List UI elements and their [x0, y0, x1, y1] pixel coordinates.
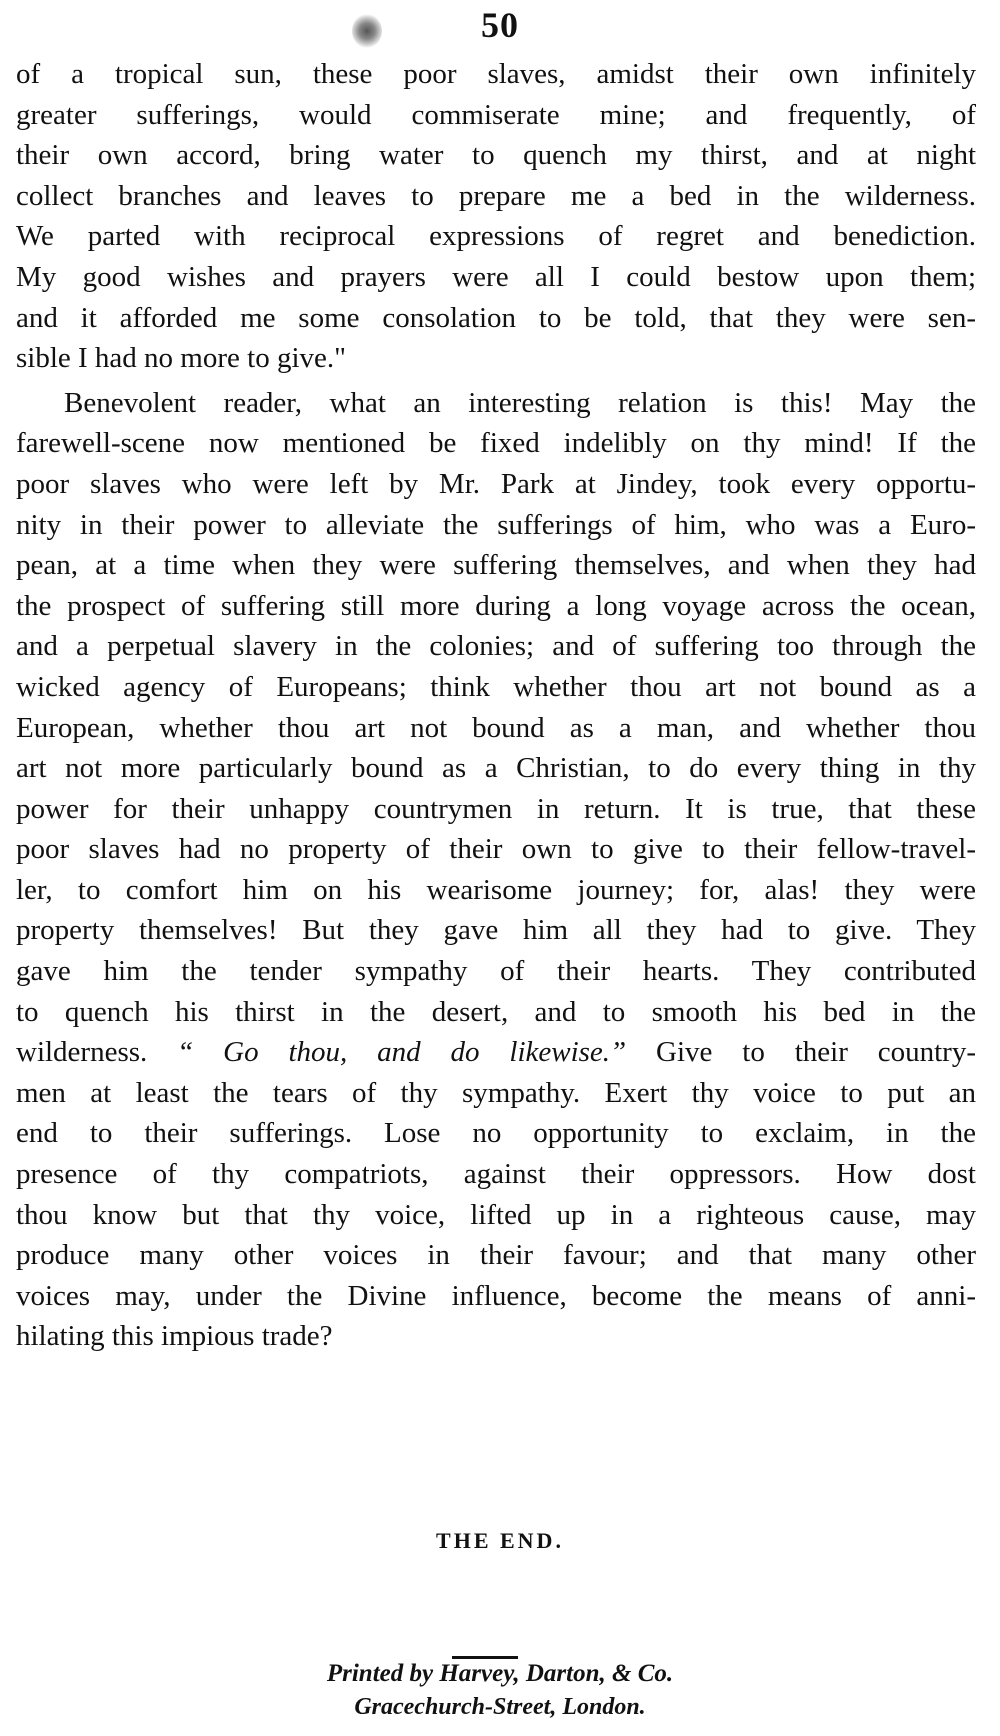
italic-quote: “ Go thou, and do likewise.”: [177, 1036, 627, 1069]
paragraph-exhortation: [16, 383, 976, 1357]
text-line: pean, at a time when they were suffering themselves, and when they had: [16, 549, 976, 582]
text-line: greater sufferings, would commiserate mine; and frequently, of: [16, 98, 976, 131]
text-line: poor slaves who were left by Mr. Park at Jindey, took every opportu-: [16, 467, 976, 500]
text-line: We parted with reciprocal expressions of regret and benediction.: [16, 220, 976, 253]
text-line: the prospect of suffering still more during a long voyage across the ocean,: [16, 589, 976, 622]
text-line: and a perpetual slavery in the colonies; and of suffering too through the: [16, 630, 976, 663]
text-line: hilating this impious trade?: [16, 1320, 333, 1353]
text-line: wicked agency of Europeans; think whether thou art not bound as a: [16, 670, 976, 703]
text-line: voices may, under the Divine influence, become the means of anni-: [16, 1279, 976, 1312]
text-line: of a tropical sun, these poor slaves, amidst their own infinitely: [16, 58, 976, 90]
text-line: and it afforded me some consolation to be told, that they were sen-: [16, 301, 976, 334]
divider-rule: [452, 1656, 518, 1659]
text-line: presence of thy compatriots, against their oppressors. How dost: [16, 1158, 976, 1191]
paragraph-quote: [16, 54, 976, 379]
text-line: men at least the tears of thy sympathy. Exert thy voice to put an: [16, 1076, 976, 1109]
text-line: their own accord, bring water to quench my thirst, and at night: [16, 139, 976, 172]
text-line: ler, to comfort him on his wearisome journey; for, alas! they were: [16, 873, 976, 906]
page-number: 50: [481, 5, 519, 45]
text-line: art not more particularly bound as a Christian, to do every thing in thy: [16, 752, 976, 785]
text-line-with-quote: [16, 1032, 976, 1073]
text-line: Benevolent reader, what an interesting relation is this! May the: [64, 386, 976, 419]
text-line: nity in their power to alleviate the sufferings of him, who was a Euro-: [16, 508, 976, 541]
text-line: property themselves! But they gave him all they had to give. They: [16, 914, 976, 947]
text-line: gave him the tender sympathy of their hearts. They contributed: [16, 955, 976, 988]
text-segment: wilderness.: [16, 1036, 178, 1069]
text-line: end to their sufferings. Lose no opportunity to exclaim, in the: [16, 1117, 976, 1150]
text-line: European, whether thou art not bound as a man, and whether thou: [16, 711, 976, 744]
text-segment: Give to their country-: [626, 1036, 976, 1069]
text-line: produce many other voices in their favour; and that many other: [16, 1239, 976, 1272]
text-line: power for their unhappy countrymen in return. It is true, that these: [16, 792, 976, 825]
text-line: thou know but that thy voice, lifted up in a righteous cause, may: [16, 1198, 976, 1231]
printer-imprint: Printed by Harvey, Darton, & Co.: [326, 1660, 674, 1687]
end-title: THE END.: [436, 1528, 564, 1553]
text-line: collect branches and leaves to prepare me a bed in the wilderness.: [16, 179, 976, 212]
printer-address: Gracechurch-Street, London.: [354, 1694, 646, 1720]
text-line: farewell-scene now mentioned be fixed indelibly on thy mind! If the: [16, 427, 976, 460]
text-line: to quench his thirst in the desert, and to smooth his bed in the: [16, 995, 976, 1028]
text-line: sible I had no more to give.": [16, 342, 346, 375]
text-line: poor slaves had no property of their own to give to their fellow-travel-: [16, 833, 976, 866]
body-text: [16, 54, 976, 1357]
text-line: My good wishes and prayers were all I could bestow upon them;: [16, 260, 976, 293]
